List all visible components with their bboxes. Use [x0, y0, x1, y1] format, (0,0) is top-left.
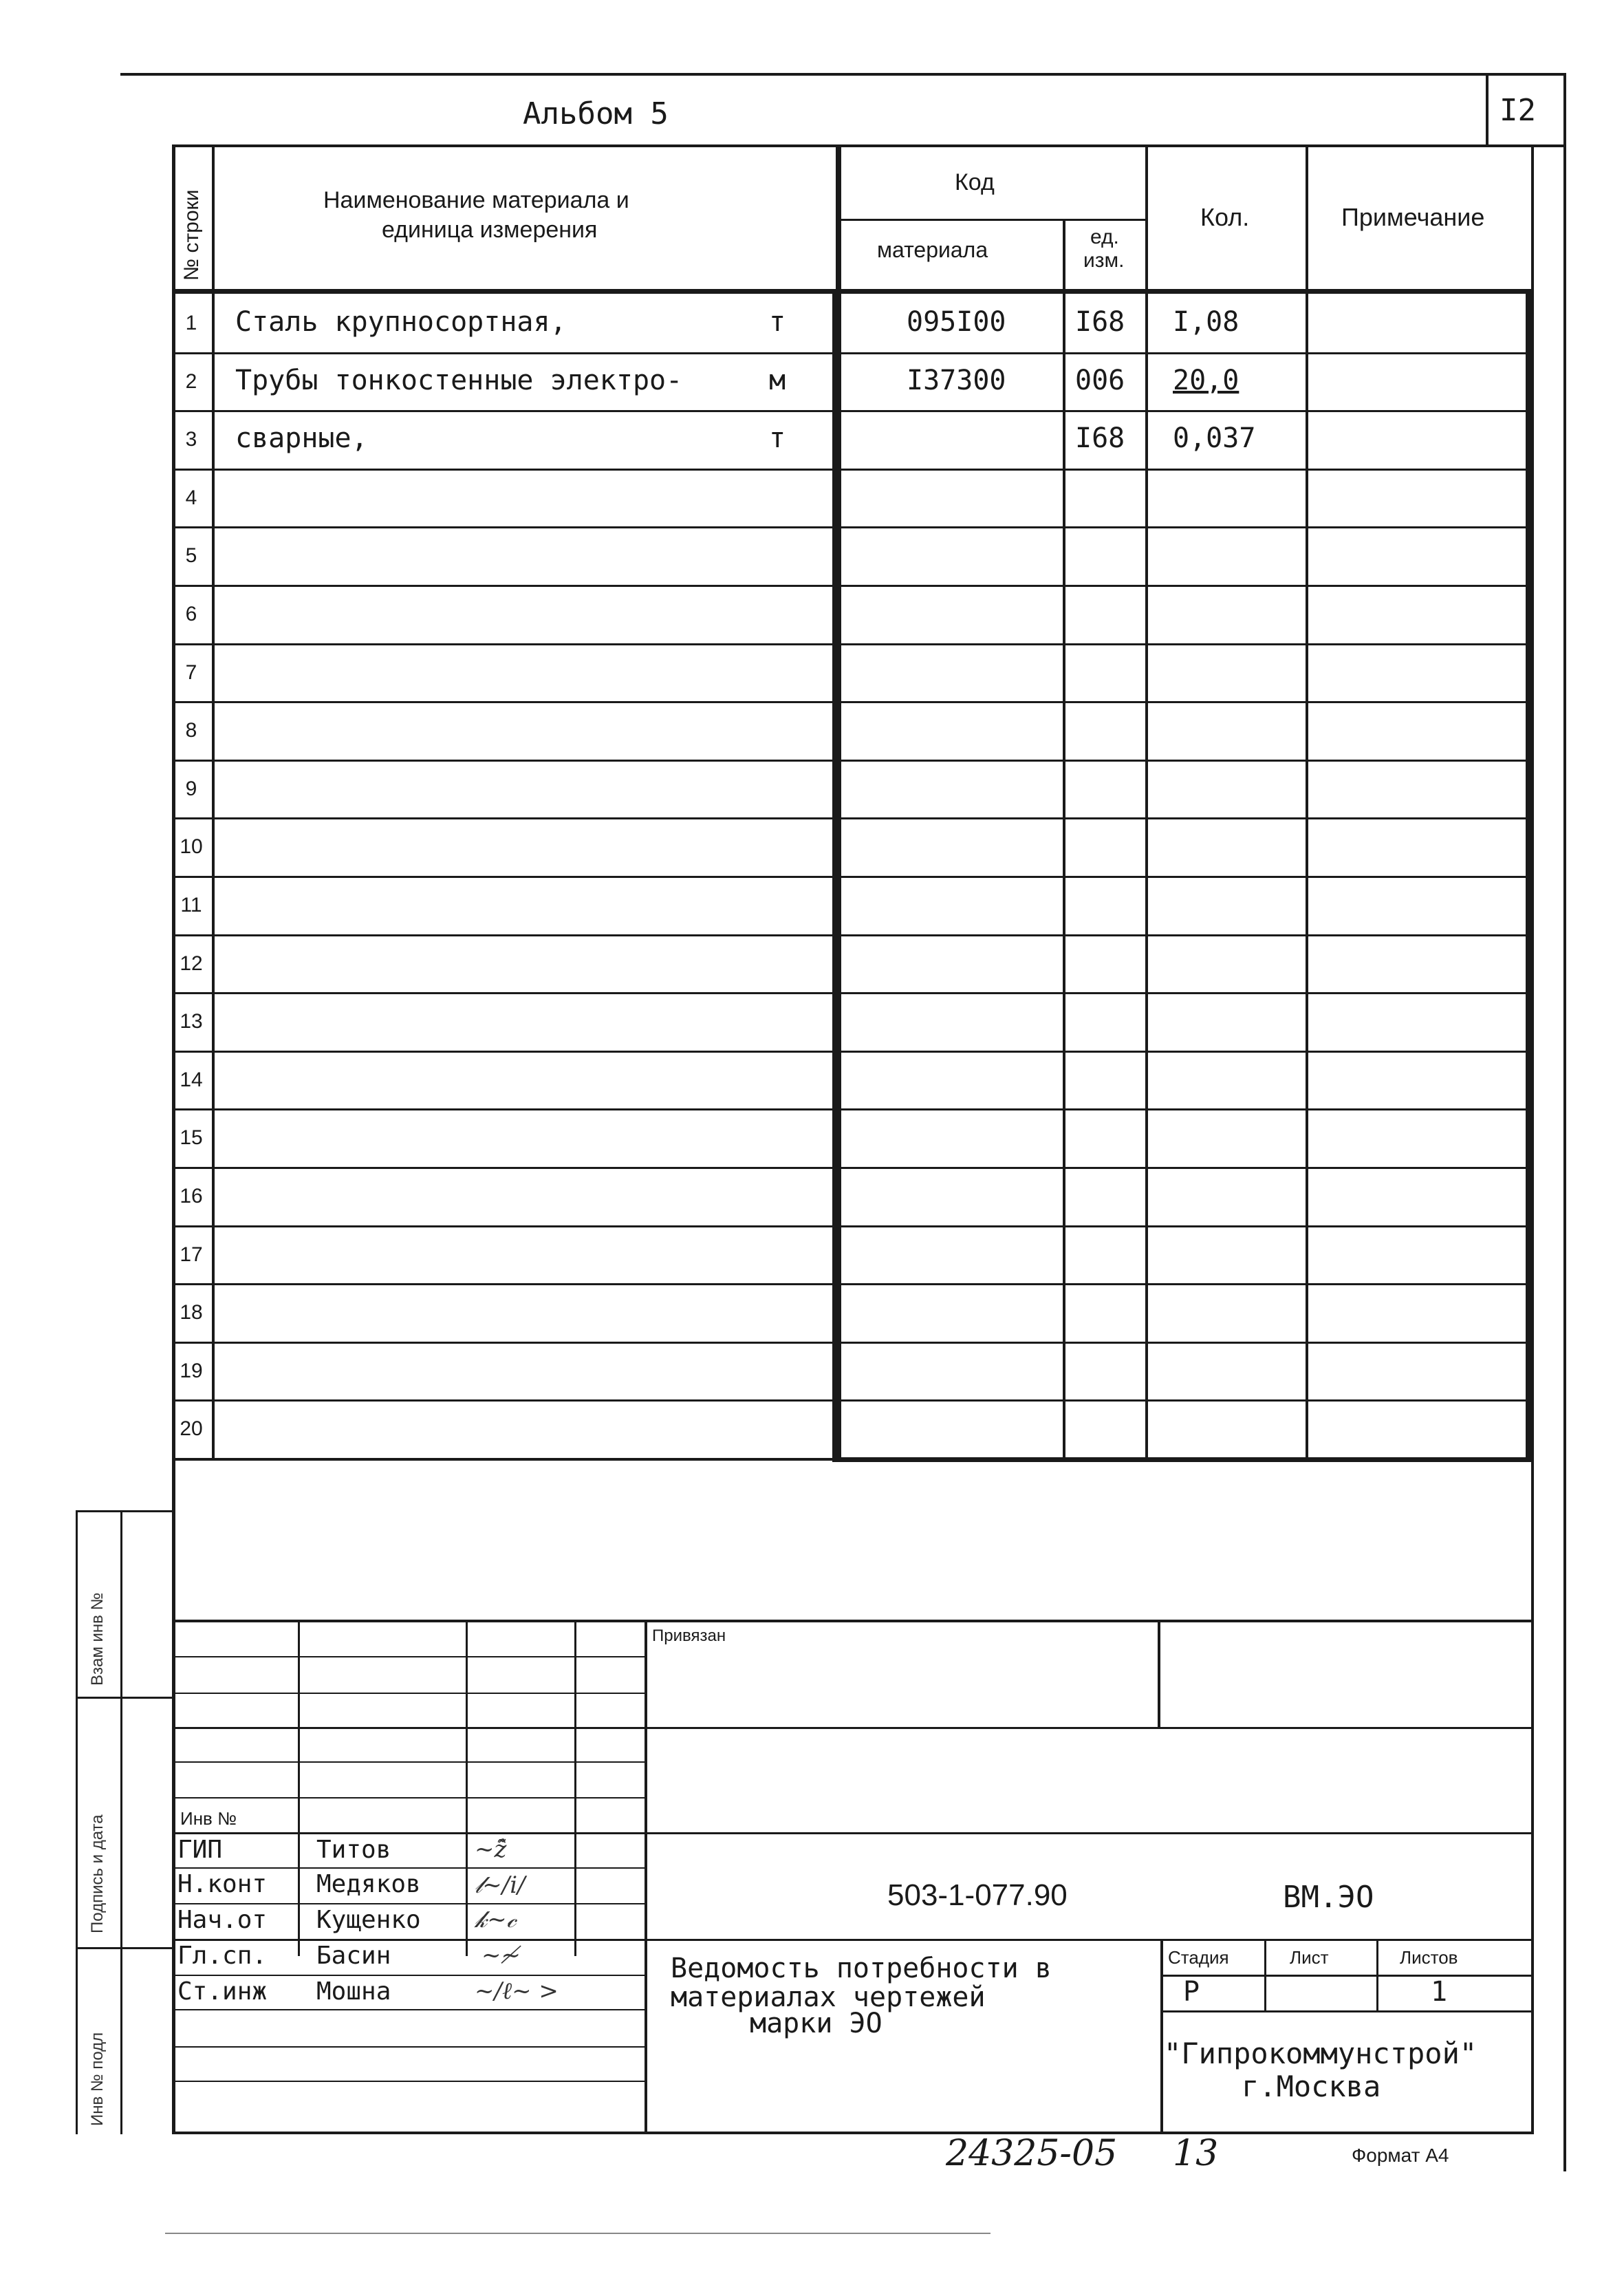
- stamp-role: ГИП: [177, 1836, 223, 1864]
- header-bottom-line: [172, 144, 1566, 147]
- page-number-divider: [1486, 73, 1488, 147]
- row-separator: [172, 1283, 1534, 1285]
- doc-title-line1: Ведомость потребности в: [671, 1953, 1052, 1984]
- sheets-value: 1: [1431, 1976, 1448, 2008]
- stage-value: Р: [1183, 1976, 1200, 2008]
- doc-title-line3: марки ЭО: [750, 2008, 883, 2039]
- stamp-role: Гл.сп.: [177, 1942, 268, 1970]
- stamp-person-name: Кущенко: [316, 1906, 421, 1934]
- stamp-person-name: Медяков: [316, 1870, 421, 1898]
- stamp-col-1: [298, 1620, 300, 1834]
- row-separator: [172, 526, 1534, 528]
- album-title: Альбом 5: [523, 96, 669, 131]
- row-unit-code: 006: [1075, 364, 1125, 396]
- stamp-person-name: Титов: [316, 1836, 391, 1864]
- row-separator: [172, 701, 1534, 703]
- row-separator: [172, 1225, 1534, 1227]
- table-bottom-thick: [832, 1457, 1531, 1462]
- side-strip-top: [76, 1510, 175, 1512]
- stamp-top-line: [172, 1620, 1534, 1622]
- signature-titov: ~ẑ̃: [475, 1836, 507, 1863]
- code-material-header: материала: [877, 237, 988, 262]
- row-separator: [172, 876, 1534, 878]
- stamp-col-4: [645, 1620, 647, 2134]
- stamp-col-2: [466, 1620, 468, 1956]
- table-bottom-line: [172, 1459, 832, 1461]
- row-number: 3: [185, 428, 197, 451]
- row-material-code: 095I00: [907, 306, 1006, 338]
- row-number: 10: [180, 835, 203, 859]
- document-code: 503-1-077.90: [887, 1878, 1068, 1912]
- row-number-header: № строки: [180, 189, 203, 281]
- row-number: 4: [185, 486, 197, 509]
- row-separator: [172, 817, 1534, 819]
- organization-city: г.Москва: [1242, 2070, 1381, 2103]
- row-number: 12: [180, 952, 203, 975]
- stamp-line-7: [172, 1832, 1534, 1834]
- col-line-rownum: [212, 144, 215, 1461]
- row-number: 2: [185, 369, 197, 393]
- signature-moshna: ~/ℓ~ >: [475, 1977, 559, 2005]
- frame-top-line: [120, 73, 1566, 76]
- row-number: 5: [185, 544, 197, 568]
- code-header: Код: [955, 169, 995, 195]
- row-separator: [172, 1108, 1534, 1110]
- side-label-podpis: Подпись и дата: [88, 1814, 107, 1933]
- row-separator: [172, 469, 1534, 471]
- privyazan-label: Привязан: [652, 1627, 726, 1645]
- stamp-col-privyazan: [1158, 1620, 1160, 1728]
- frame-right-line: [1563, 73, 1566, 2171]
- stamp-line-4: [172, 1727, 1534, 1729]
- stage-col-divider-2: [1376, 1939, 1378, 2012]
- code-subheader-line: [836, 219, 1148, 221]
- format-label: Формат А4: [1352, 2145, 1449, 2166]
- organization-name: "Гипрокоммунстрой": [1164, 2037, 1477, 2070]
- side-strip-div1: [76, 1697, 175, 1699]
- row-separator: [172, 992, 1534, 994]
- row-number: 14: [180, 1068, 203, 1091]
- stamp-role: Нач.от: [177, 1906, 268, 1934]
- row-separator: [172, 934, 1534, 936]
- side-label-inv: Инв № подл: [88, 2032, 107, 2126]
- stage-col-divider-1: [1264, 1939, 1266, 2012]
- footer-page: 13: [1173, 2133, 1219, 2174]
- stage-label: Стадия: [1168, 1947, 1229, 1968]
- side-strip-left: [76, 1510, 78, 2134]
- row-number: 18: [180, 1301, 203, 1324]
- row-number: 19: [180, 1359, 203, 1382]
- row-number: 6: [185, 603, 197, 625]
- row-number: 16: [180, 1185, 203, 1207]
- frame-inner-right-line: [1531, 144, 1534, 2134]
- row-separator: [172, 410, 1534, 412]
- code-unit-header-1: ед.: [1090, 226, 1119, 248]
- side-strip-right: [120, 1510, 122, 2134]
- stamp-col-stage: [1160, 1939, 1163, 2134]
- row-number: 20: [180, 1417, 203, 1441]
- frame-left-line: [172, 144, 175, 2134]
- row-separator: [172, 1051, 1534, 1053]
- code-unit-header-2: изм.: [1083, 249, 1125, 272]
- header-thick-bottom: [172, 289, 1534, 294]
- name-header-line1: Наименование материала и: [323, 187, 629, 213]
- row-material-code: I37300: [907, 364, 1006, 396]
- row-number: 9: [185, 777, 197, 800]
- code-box-right: [1526, 289, 1531, 1461]
- sheets-label: Листов: [1400, 1947, 1458, 1968]
- stamp-col-1b: [298, 1832, 300, 1956]
- col-line-material: [1063, 219, 1065, 1461]
- row-unit: м: [769, 364, 786, 396]
- col-line-unit: [1145, 144, 1148, 1461]
- row-number: 1: [185, 312, 197, 334]
- row-quantity: 0,037: [1173, 422, 1256, 455]
- row-material-name: Трубы тонкостенные электро-: [235, 364, 683, 396]
- row-quantity: I,08: [1173, 306, 1239, 338]
- qty-header: Кол.: [1200, 203, 1250, 231]
- stamp-line-13: [172, 2046, 647, 2048]
- inv-no-label: Инв №: [180, 1808, 237, 1829]
- stamp-person-name: Басин: [316, 1942, 391, 1970]
- doc-title-line2: материалах чертежей: [671, 1982, 986, 2013]
- side-strip-div2: [76, 1947, 175, 1949]
- row-number: 8: [185, 719, 197, 742]
- row-separator: [172, 352, 1534, 354]
- row-unit-code: I68: [1075, 422, 1125, 455]
- signature-basin: ~≁: [481, 1942, 521, 1969]
- stamp-line-14: [172, 2081, 647, 2082]
- row-unit: т: [769, 422, 786, 455]
- stamp-line-10: [172, 1939, 1534, 1941]
- row-separator: [172, 1167, 1534, 1169]
- scan-bottom-line: [165, 2233, 990, 2234]
- note-header: Примечание: [1341, 203, 1485, 231]
- side-label-vzam: Взам инв №: [88, 1592, 107, 1686]
- row-separator: [172, 643, 1534, 645]
- code-box-left: [832, 289, 838, 1461]
- row-separator: [172, 585, 1534, 587]
- signature-medyakov: 𝓁~/i/: [475, 1871, 526, 1899]
- document-mark: ВМ.ЭО: [1283, 1880, 1374, 1915]
- page-number: I2: [1500, 93, 1536, 128]
- row-number: 13: [180, 1010, 203, 1033]
- signature-kushchenko: 𝓀~𝒸: [475, 1906, 517, 1933]
- stamp-role: Н.конт: [177, 1870, 268, 1898]
- row-number: 17: [180, 1243, 203, 1266]
- row-separator: [172, 1399, 1534, 1402]
- row-number: 15: [180, 1126, 203, 1150]
- frame-bottom-line: [172, 2132, 1534, 2134]
- stamp-line-12: [172, 2009, 647, 2010]
- stamp-person-name: Мошна: [316, 1977, 391, 2006]
- row-number: 7: [185, 661, 197, 684]
- row-unit: т: [769, 306, 786, 338]
- stamp-role: Ст.инж: [177, 1977, 268, 2006]
- row-quantity: 20,0: [1173, 364, 1239, 396]
- sheet-label: Лист: [1290, 1947, 1329, 1968]
- stage-value-line: [1160, 2010, 1534, 2012]
- name-header-line2: единица измерения: [382, 217, 598, 243]
- inventory-number: 24325-05: [946, 2133, 1118, 2174]
- row-unit-code: I68: [1075, 306, 1125, 338]
- row-number: 11: [180, 894, 202, 916]
- stamp-line-11: [172, 1975, 647, 1976]
- row-material-name: сварные,: [235, 422, 368, 455]
- stamp-col-3: [574, 1620, 576, 1956]
- row-material-name: Сталь крупносортная,: [235, 306, 567, 338]
- row-separator: [172, 760, 1534, 762]
- stage-header-line: [1160, 1975, 1534, 1977]
- row-separator: [172, 1342, 1534, 1344]
- col-line-qty: [1306, 144, 1308, 1461]
